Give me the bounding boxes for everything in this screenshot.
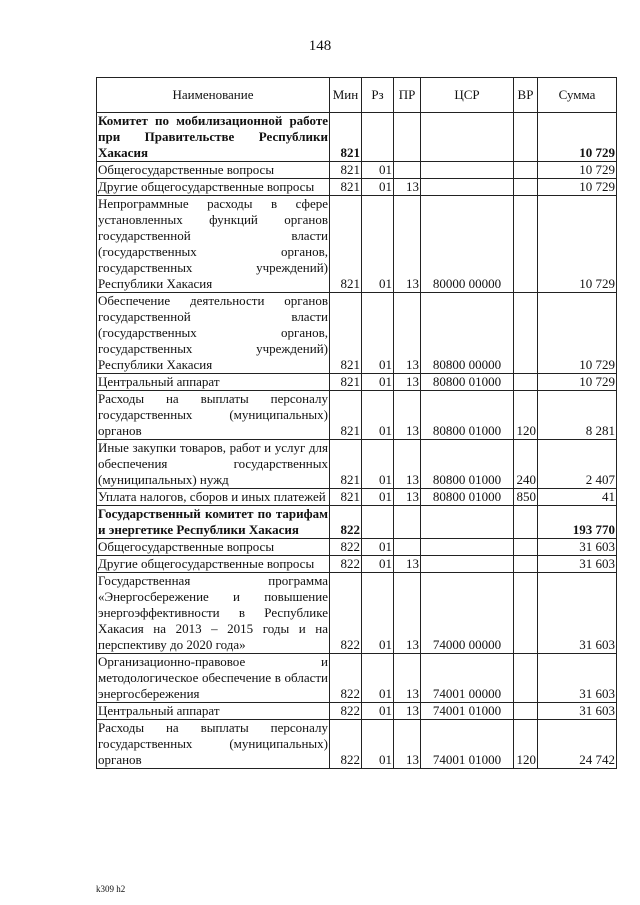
cell-vr: 240 bbox=[514, 440, 538, 489]
cell-sum: 2 407 bbox=[538, 440, 617, 489]
cell-pr: 13 bbox=[394, 489, 421, 506]
cell-pr bbox=[394, 162, 421, 179]
cell-vr bbox=[514, 293, 538, 374]
cell-vr bbox=[514, 113, 538, 162]
cell-min: 821 bbox=[330, 162, 362, 179]
table-row bbox=[97, 440, 617, 489]
cell-rz: 01 bbox=[362, 196, 394, 293]
cell-rz: 01 bbox=[362, 539, 394, 556]
cell-pr: 13 bbox=[394, 556, 421, 573]
cell-vr bbox=[514, 703, 538, 720]
table-row bbox=[97, 374, 617, 391]
table-row bbox=[97, 179, 617, 196]
table-row bbox=[97, 720, 617, 769]
cell-rz bbox=[362, 113, 394, 162]
table-row bbox=[97, 162, 617, 179]
table-header-row bbox=[97, 78, 617, 113]
table-row bbox=[97, 293, 617, 374]
cell-min: 821 bbox=[330, 374, 362, 391]
cell-pr: 13 bbox=[394, 654, 421, 703]
header-min: Мин bbox=[330, 78, 362, 113]
cell-sum: 193 770 bbox=[538, 506, 617, 539]
cell-csr bbox=[421, 179, 514, 196]
cell-sum: 31 603 bbox=[538, 654, 617, 703]
table-row bbox=[97, 196, 617, 293]
cell-vr bbox=[514, 556, 538, 573]
cell-rz: 01 bbox=[362, 391, 394, 440]
footer-code: k309 h2 bbox=[96, 884, 126, 894]
cell-vr: 120 bbox=[514, 720, 538, 769]
cell-csr: 80800 01000 bbox=[421, 391, 514, 440]
cell-vr bbox=[514, 196, 538, 293]
cell-sum: 24 742 bbox=[538, 720, 617, 769]
cell-vr bbox=[514, 179, 538, 196]
cell-name: Уплата налогов, сборов и иных платежей bbox=[97, 489, 330, 506]
cell-name: Комитет по мобилизационной работе при Правительстве Республики Хакасия bbox=[98, 113, 328, 160]
cell-csr: 74001 01000 bbox=[421, 720, 514, 769]
cell-rz: 01 bbox=[362, 293, 394, 374]
cell-name: Непрограммные расходы в сфере установленных функций органов государственной власти (государственных органов, государственных учреждений) Республики Хакасия bbox=[98, 196, 328, 291]
cell-sum: 10 729 bbox=[538, 162, 617, 179]
cell-min: 822 bbox=[330, 720, 362, 769]
cell-pr bbox=[394, 506, 421, 539]
cell-pr: 13 bbox=[394, 179, 421, 196]
cell-pr: 13 bbox=[394, 703, 421, 720]
cell-csr: 80000 00000 bbox=[421, 196, 514, 293]
cell-sum: 10 729 bbox=[538, 293, 617, 374]
table-row bbox=[97, 113, 617, 162]
cell-sum: 31 603 bbox=[538, 573, 617, 654]
cell-name: Другие общегосударственные вопросы bbox=[97, 179, 330, 196]
page-number: 148 bbox=[308, 38, 332, 54]
cell-name: Общегосударственные вопросы bbox=[97, 162, 330, 179]
cell-min: 821 bbox=[330, 293, 362, 374]
cell-min: 821 bbox=[330, 391, 362, 440]
cell-pr: 13 bbox=[394, 720, 421, 769]
table-row bbox=[97, 506, 617, 539]
cell-sum: 41 bbox=[538, 489, 617, 506]
cell-sum: 8 281 bbox=[538, 391, 617, 440]
cell-csr: 80800 01000 bbox=[421, 489, 514, 506]
cell-vr bbox=[514, 573, 538, 654]
cell-min: 821 bbox=[330, 179, 362, 196]
cell-csr bbox=[421, 162, 514, 179]
cell-vr bbox=[514, 374, 538, 391]
cell-min: 822 bbox=[330, 573, 362, 654]
cell-csr: 80800 01000 bbox=[421, 440, 514, 489]
table-row bbox=[97, 556, 617, 573]
table-body bbox=[97, 113, 617, 769]
cell-rz: 01 bbox=[362, 703, 394, 720]
cell-name: Организационно-правовое и методологическое обеспечение в области энергосбережения bbox=[98, 654, 328, 701]
cell-name: Обеспечение деятельности органов государственной власти (государственных органов, государственных учреждений) Республики Хакасия bbox=[98, 293, 328, 372]
cell-csr: 80800 01000 bbox=[421, 374, 514, 391]
table-row bbox=[97, 539, 617, 556]
cell-sum: 10 729 bbox=[538, 374, 617, 391]
cell-name: Центральный аппарат bbox=[97, 374, 330, 391]
cell-sum: 10 729 bbox=[538, 196, 617, 293]
cell-sum: 31 603 bbox=[538, 703, 617, 720]
cell-rz: 01 bbox=[362, 179, 394, 196]
header-csr: ЦСР bbox=[421, 78, 514, 113]
cell-name: Расходы на выплаты персоналу государственных (муниципальных) органов bbox=[98, 391, 328, 438]
cell-rz: 01 bbox=[362, 573, 394, 654]
cell-pr: 13 bbox=[394, 440, 421, 489]
cell-sum: 10 729 bbox=[538, 113, 617, 162]
cell-csr: 74001 00000 bbox=[421, 654, 514, 703]
cell-rz: 01 bbox=[362, 720, 394, 769]
cell-csr: 80800 00000 bbox=[421, 293, 514, 374]
cell-rz: 01 bbox=[362, 489, 394, 506]
cell-rz: 01 bbox=[362, 654, 394, 703]
cell-name: Центральный аппарат bbox=[97, 703, 330, 720]
cell-min: 821 bbox=[330, 113, 362, 162]
cell-csr: 74000 00000 bbox=[421, 573, 514, 654]
cell-rz bbox=[362, 506, 394, 539]
cell-rz: 01 bbox=[362, 374, 394, 391]
cell-name: Общегосударственные вопросы bbox=[97, 539, 330, 556]
cell-min: 822 bbox=[330, 703, 362, 720]
cell-vr bbox=[514, 162, 538, 179]
cell-pr: 13 bbox=[394, 293, 421, 374]
cell-pr bbox=[394, 539, 421, 556]
header-name: Наименование bbox=[97, 78, 330, 113]
cell-vr bbox=[514, 506, 538, 539]
cell-pr: 13 bbox=[394, 196, 421, 293]
cell-name: Государственный комитет по тарифам и энергетике Республики Хакасия bbox=[98, 506, 328, 537]
header-rz: Рз bbox=[362, 78, 394, 113]
table-row bbox=[97, 703, 617, 720]
table-row bbox=[97, 489, 617, 506]
cell-csr bbox=[421, 113, 514, 162]
cell-min: 821 bbox=[330, 489, 362, 506]
cell-sum: 31 603 bbox=[538, 539, 617, 556]
cell-sum: 31 603 bbox=[538, 556, 617, 573]
table-row bbox=[97, 654, 617, 703]
budget-table bbox=[96, 77, 617, 769]
cell-pr: 13 bbox=[394, 573, 421, 654]
cell-vr: 120 bbox=[514, 391, 538, 440]
cell-name: Другие общегосударственные вопросы bbox=[97, 556, 330, 573]
cell-min: 822 bbox=[330, 556, 362, 573]
cell-csr bbox=[421, 506, 514, 539]
cell-pr: 13 bbox=[394, 374, 421, 391]
cell-rz: 01 bbox=[362, 162, 394, 179]
cell-min: 821 bbox=[330, 196, 362, 293]
cell-vr bbox=[514, 654, 538, 703]
cell-vr: 850 bbox=[514, 489, 538, 506]
cell-min: 822 bbox=[330, 539, 362, 556]
cell-name: Государственная программа «Энергосбережение и повышение энергоэффективности в Республике Хакасия на 2013 – 2015 годы и на перспективу до 2020 года» bbox=[98, 573, 328, 652]
cell-pr bbox=[394, 113, 421, 162]
cell-name: Иные закупки товаров, работ и услуг для обеспечения государственных (муниципальных) нужд bbox=[98, 440, 328, 487]
cell-csr bbox=[421, 556, 514, 573]
cell-vr bbox=[514, 539, 538, 556]
cell-min: 821 bbox=[330, 440, 362, 489]
cell-rz: 01 bbox=[362, 556, 394, 573]
header-sum: Сумма bbox=[538, 78, 617, 113]
header-vr: ВР bbox=[514, 78, 538, 113]
cell-min: 822 bbox=[330, 506, 362, 539]
cell-min: 822 bbox=[330, 654, 362, 703]
table-row bbox=[97, 573, 617, 654]
cell-pr: 13 bbox=[394, 391, 421, 440]
header-pr: ПР bbox=[394, 78, 421, 113]
table-row bbox=[97, 391, 617, 440]
cell-csr: 74001 01000 bbox=[421, 703, 514, 720]
cell-name: Расходы на выплаты персоналу государственных (муниципальных) органов bbox=[98, 720, 328, 767]
cell-csr bbox=[421, 539, 514, 556]
cell-sum: 10 729 bbox=[538, 179, 617, 196]
cell-rz: 01 bbox=[362, 440, 394, 489]
